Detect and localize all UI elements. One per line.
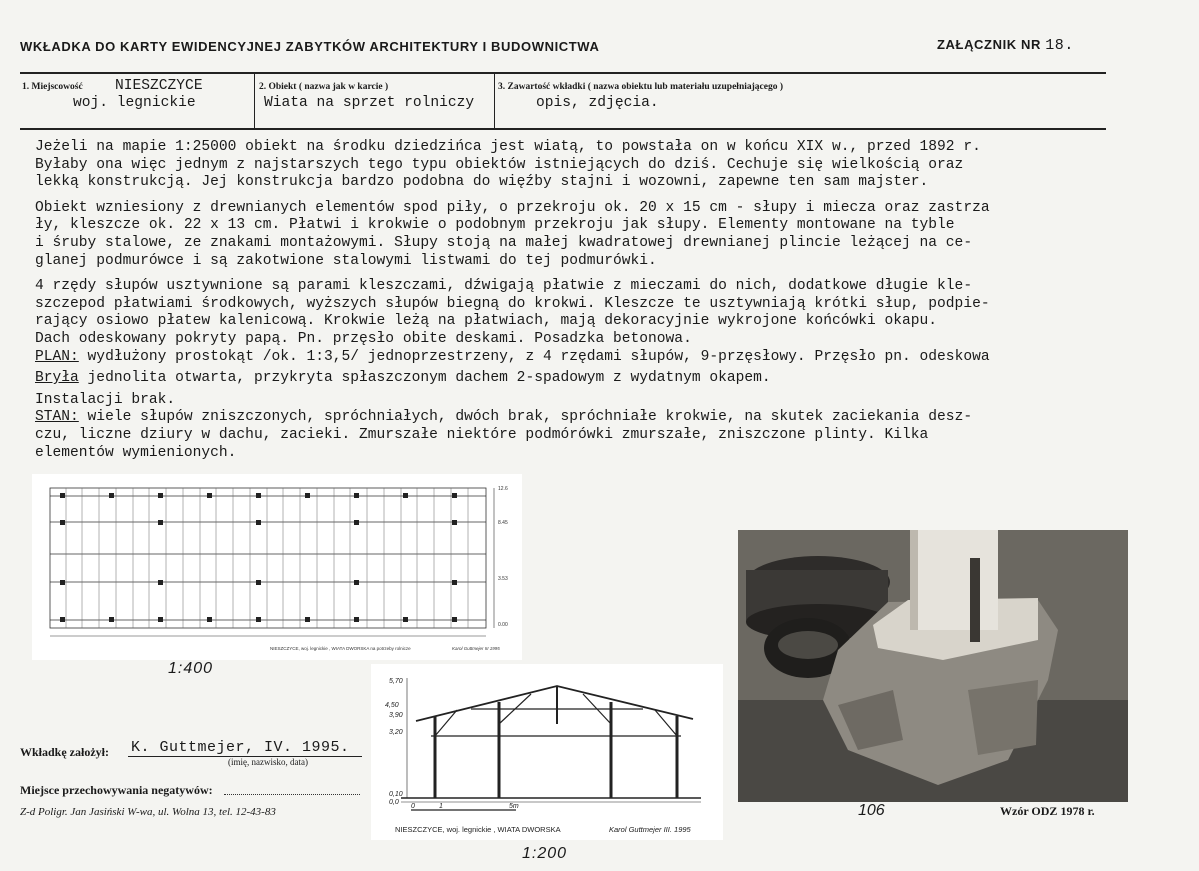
plan-label: PLAN: xyxy=(35,348,79,365)
plan-elev-label: 8.45 xyxy=(498,520,508,526)
annex-label: ZAŁĄCZNIK NR 18. xyxy=(937,37,1074,54)
scalebar-label: 0 xyxy=(411,803,415,810)
annex-number: 18. xyxy=(1045,37,1074,54)
field-divider xyxy=(254,73,255,129)
photo-number: 106 xyxy=(858,802,885,819)
bryla-label: Bryła xyxy=(35,370,79,387)
field-1-label: 1. Miejscowość xyxy=(22,82,83,92)
printer-imprint: Z-d Poligr. Jan Jasiński W-wa, ul. Wolna 13, tel. 12-43-83 xyxy=(20,806,276,818)
text-line: lekką konstrukcją. Jej konstrukcja bardzo podobna do więźby stajni i wozowni, zapewne ten sam majster. xyxy=(35,174,929,191)
bryla-line: Bryła jednolita otwarta, przykryta spłaszczonym dachem 2-spadowym z wydatnym okapem. xyxy=(35,370,771,387)
plan-elev-label: 12.6 xyxy=(498,486,508,492)
field-3-label: 3. Zawartość wkładki ( nazwa obiektu lub materiału uzupełniającego ) xyxy=(498,82,784,92)
form-version: Wzór ODZ 1978 r. xyxy=(1000,804,1095,818)
plan-scale: 1:400 xyxy=(168,660,214,677)
plan-elev-label: 3.53 xyxy=(498,576,508,582)
negatives-field xyxy=(224,784,360,795)
section-level: 0,10 xyxy=(389,791,403,798)
description-text xyxy=(35,139,1135,462)
field-1-value-2: woj. legnickie xyxy=(73,95,196,111)
plan-outline xyxy=(50,488,486,628)
stan-label: STAN: xyxy=(35,409,79,426)
section-author: Karol Guttmejer III. 1995 xyxy=(609,825,691,834)
scalebar-label: 5m xyxy=(509,803,519,810)
founder-hint: (imię, nazwisko, data) xyxy=(228,757,308,767)
fields-bottom-rule xyxy=(20,128,1106,130)
text-line: 4 rzędy słupów usztywnione są parami kleszczami, dźwigają płatwie z mieczami do nich, dodatkowe długie kle- xyxy=(35,278,973,295)
text-line: elementów wymienionych. xyxy=(35,444,237,461)
section-level: 5,70 xyxy=(389,678,403,685)
plan-line: PLAN: wydłużony prostokąt /ok. 1:3,5/ jednoprzestrzeny, z 4 rzędami słupów, 9-przęsłowy. Przęsło pn. odeskowa xyxy=(35,348,990,365)
text-line: Jeżeli na mapie 1:25000 obiekt na środku dziedzińca jest wiatą, to powstała on w końcu XIX w., przed 1892 r. xyxy=(35,139,981,155)
text-line: Byłaby ona więc jednym z najstarszych tego typu obiektów istniejących do dziś. Cechuje się wielkością oraz xyxy=(35,156,964,173)
field-3-value: opis, zdjęcia. xyxy=(536,95,659,111)
section-level: 3,20 xyxy=(389,729,403,736)
section-level: 0,0 xyxy=(389,799,399,806)
plan-author: Karol Guttmejer III 1995 xyxy=(452,646,500,651)
plan-caption: NIESZCZYCE, woj. legnickie , WIATA DWORSKA na potrzeby rolnicze xyxy=(270,646,411,651)
negatives-label: Miejsce przechowywania negatywów: xyxy=(20,783,213,797)
card-title: WKŁADKA DO KARTY EWIDENCYJNEJ ZABYTKÓW ARCHITEKTURY I BUDOWNICTWA xyxy=(20,39,600,54)
text-line: glanej podmurówce i są zakotwione stalowymi listwami do tej podmurówki. xyxy=(35,252,657,269)
text-line: czu, liczne dziury w dachu, zacieki. Zmurszałe niektóre podmórówki zmurszałe, zniszczone plinty. Kilka xyxy=(35,426,929,443)
field-1-value: NIESZCZYCE xyxy=(115,78,203,94)
text-line: i śruby stalowe, ze znakami montażowymi. Słupy stoją na małej kwadratowej drewnianej plincie leżącej na ce- xyxy=(35,234,973,251)
text-line: Dach odeskowany pokryty papą. Pn. przęsło obite deskami. Posadzka betonowa. xyxy=(35,330,692,347)
field-divider xyxy=(494,73,495,129)
field-2-label: 2. Obiekt ( nazwa jak w karcie ) xyxy=(259,82,389,92)
founder-value: K. Guttmejer, IV. 1995. xyxy=(131,739,350,756)
section-scale: 1:200 xyxy=(522,845,568,862)
stan-line: STAN: wiele słupów zniszczonych, spróchniałych, dwóch brak, spróchniałe krokwie, na skutek zaciekania desz- xyxy=(35,409,973,426)
founder-label: Wkładkę założył: xyxy=(20,745,109,759)
floor-plan-drawing xyxy=(32,474,522,660)
text-line: szczepod płatwiami środkowych, wyższych słupów biegną do krokwi. Kleszcze te usztywniają krótki słup, podpie- xyxy=(35,295,990,312)
text-line: ły, kleszcze ok. 22 x 13 cm. Płatwi i krokwie o podobnym przekroju jak słupy. Elementy montowane na tyble xyxy=(35,217,955,234)
section-level: 3,90 xyxy=(389,712,403,719)
section-caption: NIESZCZYCE, woj. legnickie , WIATA DWORSKA xyxy=(395,825,561,834)
field-2-value: Wiata na sprzet rolniczy xyxy=(264,95,475,111)
scalebar-label: 1 xyxy=(439,803,443,810)
header-fields xyxy=(20,73,1106,129)
photo-column-base xyxy=(738,530,1128,802)
cross-section-drawing xyxy=(371,664,723,840)
section-level: 4,50 xyxy=(385,702,399,709)
plan-elev-label: 0.00 xyxy=(498,622,508,628)
text-line: rający osiowo płatew kalenicową. Krokwie leżą na płatwiach, mają dekoracyjnie wykrojone końcówki okapu. xyxy=(35,313,938,330)
installations-line: Instalacji brak. xyxy=(35,391,176,408)
text-line: Obiekt wzniesiony z drewnianych elementów spod piły, o przekroju ok. 20 x 15 cm - słupy i miecza oraz zastrza xyxy=(35,199,990,216)
